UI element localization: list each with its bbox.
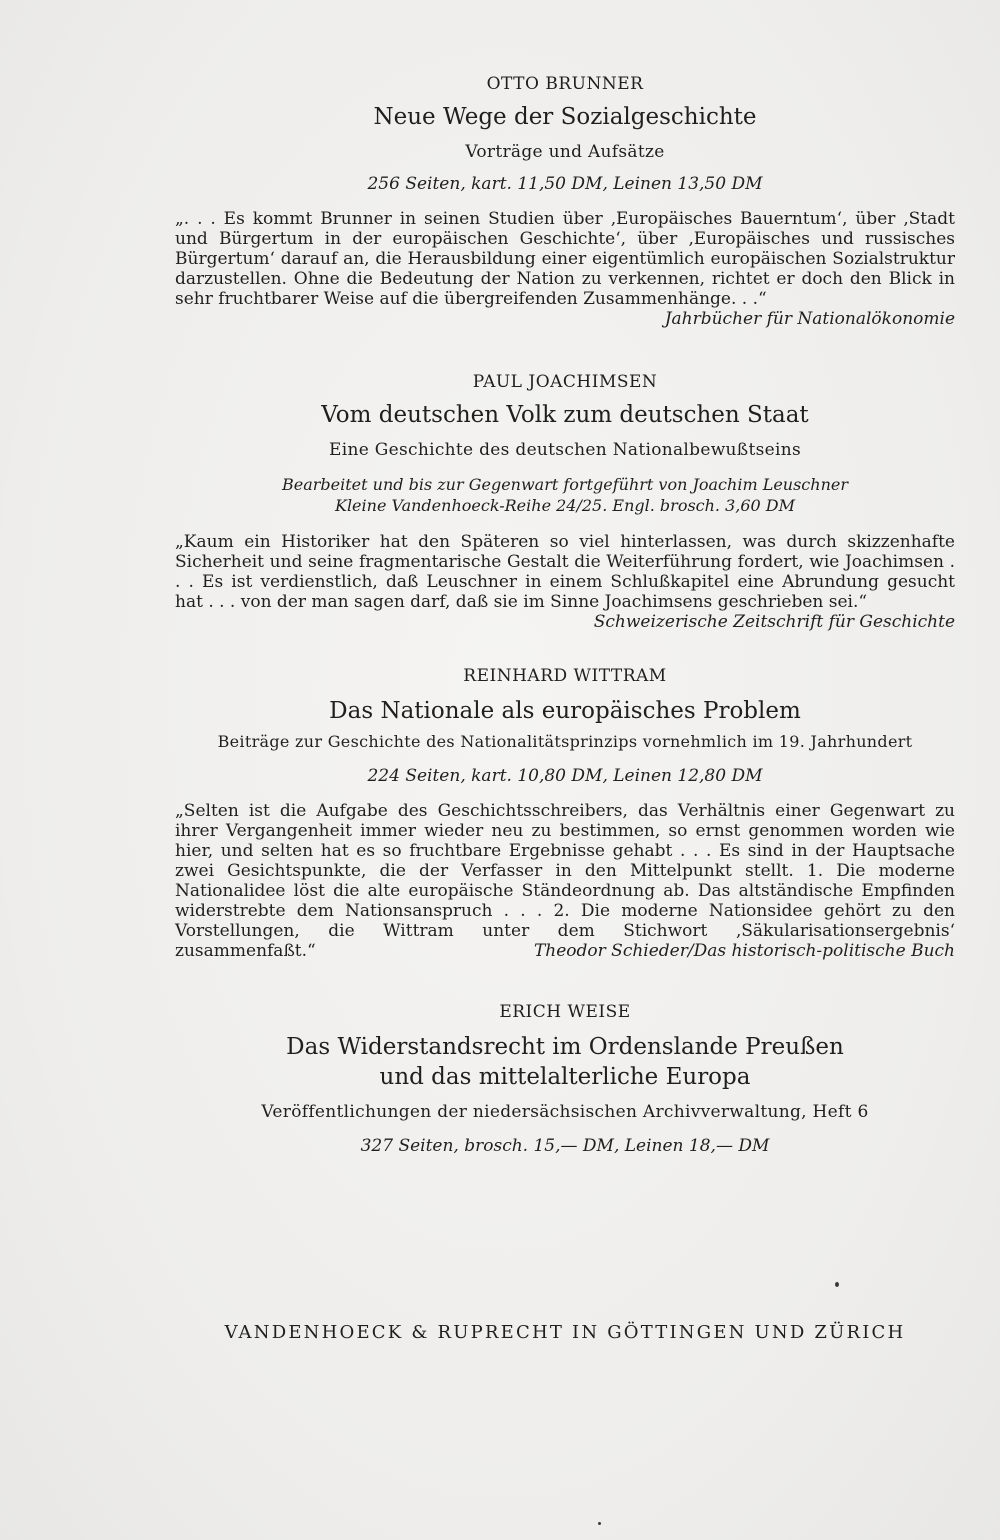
print-speck <box>835 1282 839 1287</box>
entry-weise <box>175 1000 955 1157</box>
quote-text: „Kaum ein Historiker hat den Späteren so viel hinterlassen, was durch skizzenhafte Sicherheit und seine fragmentarische Gestalt die Weiterführung fordert, wie Joachimsen . . . Es ist verdienstlich, daß Leuschner in einem Schlußkapitel eine Abrundung gesucht hat . . . von der man sagen darf, daß sie im Sinne Joachimsens geschrieben sei.“ <box>175 532 955 612</box>
entry-source: Jahrbücher für Nationalökonomie <box>664 309 955 329</box>
entry-joachimsen <box>175 370 955 632</box>
entry-subtitle: Veröffentlichungen der niedersächsischen Archivverwaltung, Heft 6 <box>261 1102 869 1122</box>
entry-title-line: und das mittelalterliche Europa <box>379 1064 751 1090</box>
publisher-imprint: VANDENHOECK & RUPRECHT IN GÖTTINGEN UND ZÜRICH <box>224 1322 906 1343</box>
entry-biblio: 327 Seiten, brosch. 15,— DM, Leinen 18,— DM <box>360 1136 770 1156</box>
entry-title: Das Nationale als europäisches Problem <box>329 698 801 724</box>
entry-author: OTTO BRUNNER <box>486 74 644 94</box>
entry-subtitle: Eine Geschichte des deutschen Nationalbewußtseins <box>329 440 801 460</box>
entry-author: ERICH WEISE <box>499 1002 631 1022</box>
print-speck <box>598 1522 601 1525</box>
entry-biblio: 224 Seiten, kart. 10,80 DM, Leinen 12,80 DM <box>367 766 763 786</box>
entry-brunner <box>175 72 955 329</box>
entry-subtitle: Vorträge und Aufsätze <box>465 142 665 162</box>
entry-source: Schweizerische Zeitschrift für Geschichte <box>593 612 955 632</box>
entry-author: PAUL JOACHIMSEN <box>472 372 658 392</box>
entry-title: Vom deutschen Volk zum deutschen Staat <box>321 402 809 428</box>
quote-text: „Selten ist die Aufgabe des Geschichtsschreibers, das Verhältnis einer Gegenwart zu ihrer Vergangenheit immer wieder neu zu bestimmen, so ernst genommen worden wie hier, und selten hat es so fruchtbare Ergebnisse gehabt . . . Es sind in der Hauptsache zwei Gesichtspunkte, die der Verfasser in den Mittelpunkt stellt. 1. Die moderne Nationalidee löst die alte europäische Ständeordnung ab. Das altständische Empfinden widerstrebte dem Nationsanspruch . . . 2. Die moderne Nationsidee gehört zu den Vorstellungen, die Wittram unter dem Stichwort ‚Säkularisationsergebnis‘ zusammenfaßt.“ <box>175 801 955 961</box>
entry-wittram <box>175 664 955 961</box>
entry-source: Theodor Schieder/Das historisch-politische Buch <box>533 941 955 961</box>
entry-quote <box>175 801 955 961</box>
entry-title: Neue Wege der Sozialgeschichte <box>373 104 757 130</box>
entry-biblio: 256 Seiten, kart. 11,50 DM, Leinen 13,50 DM <box>367 174 763 194</box>
entry-author: REINHARD WITTRAM <box>463 666 667 686</box>
entry-title-line: Das Widerstandsrecht im Ordenslande Preußen <box>286 1034 844 1060</box>
entry-biblio-line: Bearbeitet und bis zur Gegenwart fortgeführt von Joachim Leuschner <box>281 475 848 494</box>
entry-biblio-line: Kleine Vandenhoeck-Reihe 24/25. Engl. brosch. 3,60 DM <box>334 496 796 515</box>
entry-subtitle: Beiträge zur Geschichte des Nationalitätsprinzips vornehmlich im 19. Jahrhundert <box>217 732 913 751</box>
entry-quote: „. . . Es kommt Brunner in seinen Studien über ‚Europäisches Bauerntum‘, über ‚Stadt und Bürgertum in der europäischen Geschichte‘, über ‚Europäisches und russisches Bürgertum‘ darauf an, die Herausbildung einer eigentümlich europäischen Sozialstruktur darzustellen. Ohne die Bedeutung der Nation zu verkennen, richtet er doch den Blick in sehr fruchtbarer Weise auf die übergreifenden Zusammenhänge. . .“ <box>175 209 955 309</box>
entry-quote <box>175 532 955 632</box>
